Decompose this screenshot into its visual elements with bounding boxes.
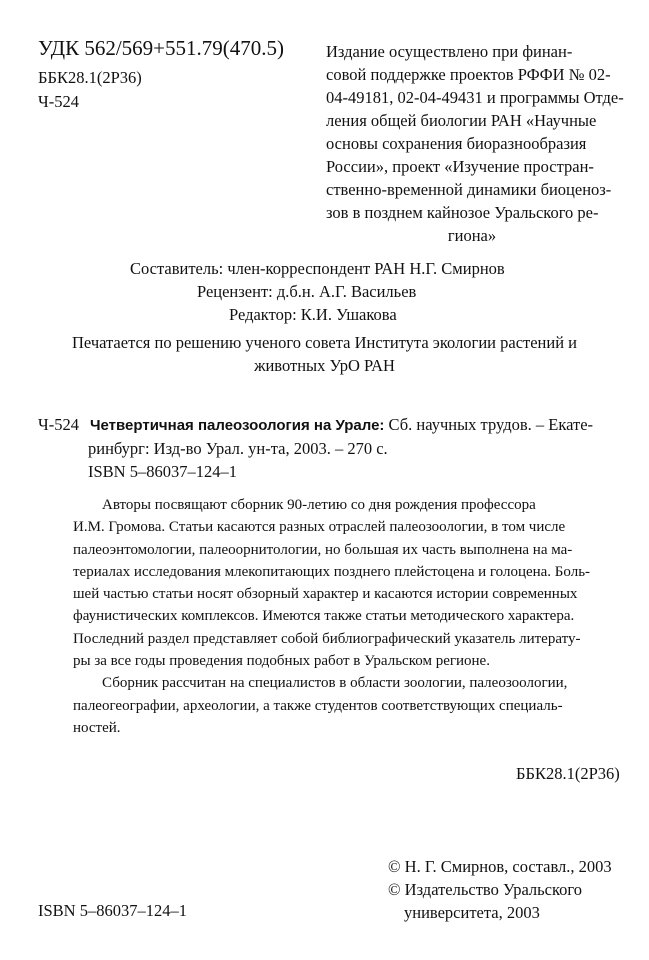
funding-line: ственно-временной динамики биоценоз- — [326, 180, 612, 199]
abstract-line: Авторы посвящают сборник 90-летию со дня рождения профессора — [102, 497, 536, 513]
bibliographic-entry — [38, 413, 613, 483]
biblio-isbn: ISBN 5–86037–124–1 — [88, 462, 237, 481]
abstract-line: И.М. Громова. Статьи касаются разных отраслей палеозоологии, в том числе — [73, 519, 566, 536]
funding-line: ления общей биологии РАН «Научные — [326, 111, 597, 130]
funding-line: 04-49181, 02-04-49431 и программы Отде- — [326, 88, 624, 107]
reviewer-line: Рецензент: д.б.н. А.Г. Васильев — [197, 282, 417, 301]
abstract-line: Сборник рассчитан на специалистов в области зоологии, палеозоологии, — [102, 675, 568, 692]
biblio-code: Ч-524 — [38, 415, 79, 434]
funding-line: России», проект «Изучение простран- — [326, 157, 594, 176]
book-title: Четвертичная палеозоология на Урале: — [90, 417, 385, 434]
funding-line: основы сохранения биоразнообразия — [326, 134, 587, 153]
abstract-line: ностей. — [73, 719, 121, 736]
funding-line: Издание осуществлено при финан- — [326, 42, 573, 61]
isbn-bottom: ISBN 5–86037–124–1 — [38, 901, 187, 920]
copyright-line: © Издательство Уральского — [388, 880, 583, 899]
copyright-block — [388, 855, 612, 924]
approval-line: животных УрО РАН — [254, 356, 395, 375]
udk-code: УДК 562/569+551.79(470.5) — [38, 36, 284, 60]
credits-block — [0, 257, 649, 326]
biblio-details: Сб. научных трудов. – Екате- — [384, 415, 594, 434]
funding-line: гиона» — [447, 226, 497, 245]
biblio-publisher: ринбург: Изд-во Урал. ун-та, 2003. – 270 с. — [88, 439, 388, 458]
publication-approval — [0, 331, 649, 377]
compiler-line: Составитель: член-корреспондент РАН Н.Г. Смирнов — [130, 259, 505, 278]
copyright-line: © Н. Г. Смирнов, составл., 2003 — [388, 857, 612, 876]
funding-line: зов в позднем кайнозое Уральского ре- — [326, 203, 599, 222]
funding-line: совой поддержке проектов РФФИ № 02- — [326, 65, 611, 84]
funding-note — [326, 40, 624, 247]
bbk-code-bottom: ББК28.1(2Р36) — [516, 764, 620, 783]
abstract-line: палеогеографии, археологии, а также студентов соответствующих специаль- — [73, 697, 563, 714]
abstract-line: палеоэнтомологии, палеоорнитологии, но большая их часть выполнена на ма- — [73, 541, 573, 558]
abstract-line: шей частью статьи носят обзорный характер и касаются истории современных — [73, 586, 578, 603]
abstract-line: ры за все годы проведения подобных работ в Уральском регионе. — [73, 653, 490, 670]
approval-line: Печатается по решению ученого совета Института экологии растений и — [71, 333, 577, 352]
bbk-code: ББК28.1(2Р36) — [38, 68, 142, 87]
abstract-line: Последний раздел представляет собой библиографический указатель литерату- — [73, 630, 581, 647]
copyright-line: университета, 2003 — [404, 903, 540, 922]
abstract-line: териалах исследования млекопитающих позднего плейстоцена и голоцена. Боль- — [73, 563, 591, 580]
author-mark: Ч-524 — [38, 92, 79, 111]
editor-line: Редактор: К.И. Ушакова — [229, 305, 397, 324]
abstract — [73, 494, 618, 739]
abstract-line: фаунистических комплексов. Имеются также статьи методического характера. — [73, 608, 575, 625]
